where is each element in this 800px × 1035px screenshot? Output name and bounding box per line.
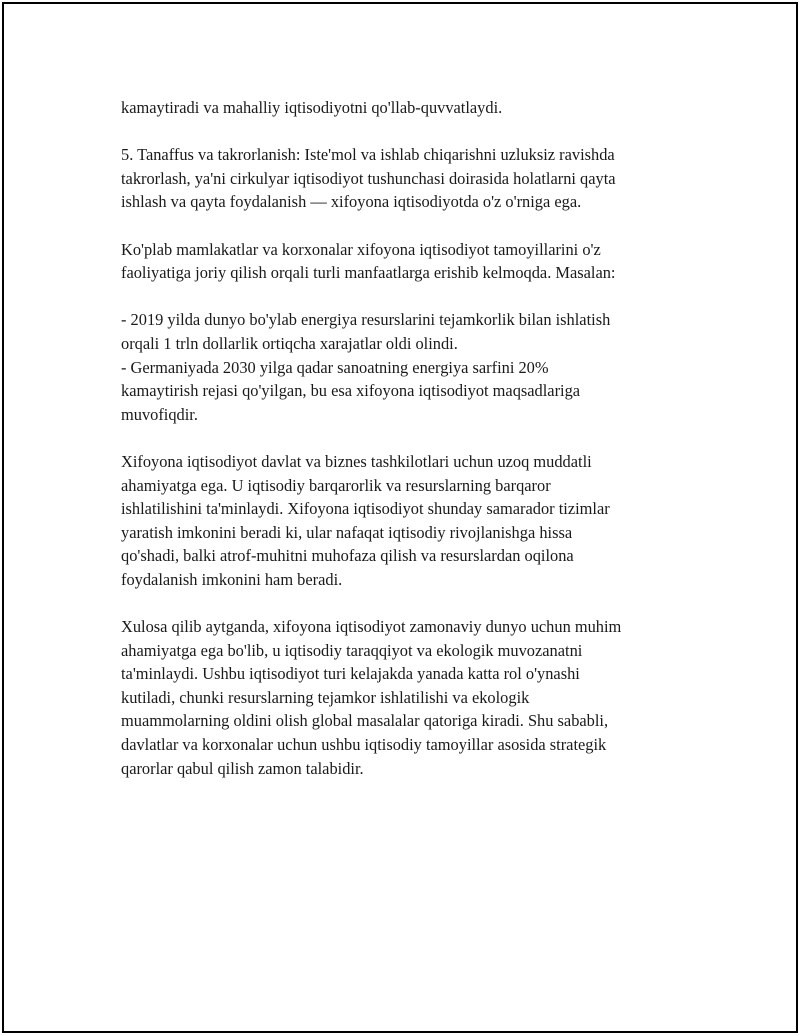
paragraph-2 <box>121 143 701 214</box>
text-line: davlatlar va korxonalar uchun ushbu iqtisodiy tamoyillar asosida strategik <box>121 735 607 755</box>
text-line: Ko'plab mamlakatlar va korxonalar xifoyona iqtisodiyot tamoyillarini o'z <box>121 239 601 259</box>
text-line: faoliyatiga joriy qilish orqali turli manfaatlarga erishib kelmoqda. Masalan: <box>121 263 616 283</box>
text-line: yaratish imkonini beradi ki, ular nafaqat iqtisodiy rivojlanishga hissa <box>121 522 573 542</box>
text-line: ishlatilishini ta'minlaydi. Xifoyona iqtisodiyot shunday samarador tizimlar <box>121 499 610 519</box>
text-line: ahamiyatga ega bo'lib, u iqtisodiy taraqqiyot va ekologik muvozanatni <box>121 640 583 660</box>
paragraph-3 <box>121 238 701 285</box>
text-line: ahamiyatga ega. U iqtisodiy barqarorlik va resurslarning barqaror <box>121 475 551 495</box>
document-page <box>2 2 798 1033</box>
paragraph-1 <box>121 96 701 120</box>
text-line: Xifoyona iqtisodiyot davlat va biznes tashkilotlari uchun uzoq muddatli <box>121 451 592 471</box>
text-line: muammolarning oldini olish global masalalar qatoriga kiradi. Shu sababli, <box>121 711 609 731</box>
text-line: qo'shadi, balki atrof-muhitni muhofaza qilish va resurslardan oqilona <box>121 546 574 566</box>
text-line: Xulosa qilib aytganda, xifoyona iqtisodiyot zamonaviy dunyo uchun muhim <box>121 617 622 637</box>
text-line: - 2019 yilda dunyo bo'ylab energiya resurslarini tejamkorlik bilan ishlatish <box>121 310 611 330</box>
text-line: qarorlar qabul qilish zamon talabidir. <box>121 758 364 778</box>
text-line: - Germaniyada 2030 yilga qadar sanoatning energiya sarfini 20% <box>121 357 549 377</box>
text-line: orqali 1 trln dollarlik ortiqcha xarajatlar oldi olindi. <box>121 333 458 353</box>
text-line: takrorlash, ya'ni cirkulyar iqtisodiyot tushunchasi doirasida holatlarni qayta <box>121 168 616 188</box>
text-line: kamaytiradi va mahalliy iqtisodiyotni qo'llab-quvvatlaydi. <box>121 98 503 117</box>
paragraph-4-examples <box>121 308 701 426</box>
paragraph-5 <box>121 450 701 592</box>
text-line: ta'minlaydi. Ushbu iqtisodiyot turi kelajakda yanada katta rol o'ynashi <box>121 664 580 684</box>
text-line: ishlash va qayta foydalanish — xifoyona iqtisodiyotda o'z o'rniga ega. <box>121 192 582 212</box>
paragraph-6-conclusion <box>121 615 701 780</box>
document-body <box>121 96 701 804</box>
text-line: 5. Tanaffus va takrorlanish: Iste'mol va ishlab chiqarishni uzluksiz ravishda <box>121 145 615 165</box>
text-line: foydalanish imkonini ham beradi. <box>121 569 343 589</box>
text-line: muvofiqdir. <box>121 404 198 424</box>
text-line: kamaytirish rejasi qo'yilgan, bu esa xifoyona iqtisodiyot maqsadlariga <box>121 381 581 401</box>
text-line: kutiladi, chunki resurslarning tejamkor ishlatilishi va ekologik <box>121 687 530 707</box>
